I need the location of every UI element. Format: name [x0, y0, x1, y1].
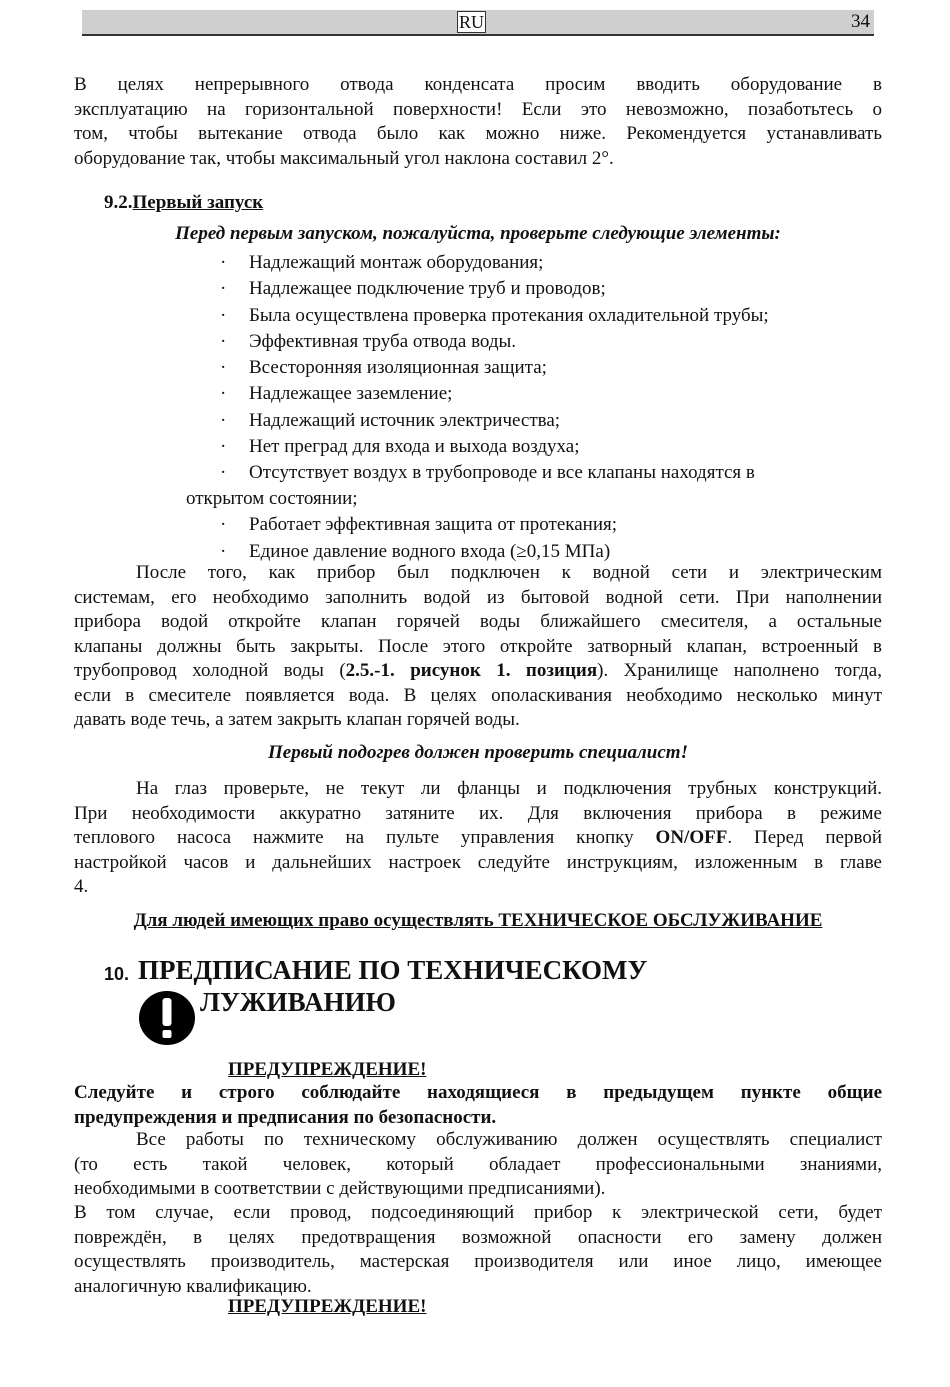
cable-paragraph [74, 1201, 882, 1299]
list-item: · Надлежащий монтаж оборудования; [186, 250, 866, 276]
text-line: давать воде течь, а затем закрыть клапан горячей воды. [74, 709, 520, 730]
heading-line: ПРЕДПИСАНИЕ ПО ТЕХНИЧЕСКОМУ [138, 955, 648, 985]
text-line: На глаз проверьте, не текут ли фланцы и подключения трубных конструкций. [136, 778, 882, 799]
text-line: После того, как прибор был подключен к водной сети и электрическим [136, 562, 882, 583]
text-line: При необходимости аккуратно затяните их. Для включения прибора в режиме [74, 802, 882, 824]
heading-line: ЛУЖИВАНИЮ [200, 987, 396, 1017]
bullet: · [220, 330, 227, 352]
section-number: 9.2. [104, 192, 133, 213]
text-line: (то есть такой человек, который обладает профессиональными знаниями, [74, 1153, 882, 1175]
intro-paragraph [74, 73, 882, 171]
list-item: · Всесторонняя изоляционная защита; [186, 355, 866, 381]
fill-instructions-paragraph [74, 561, 882, 733]
text-line: теплового насоса нажмите на пульте управления кнопку ON/OFF. Перед первой [74, 827, 882, 848]
bullet: · [220, 540, 227, 562]
list-item: · Единое давление водного входа (≥0,15 МПа) [186, 539, 866, 565]
section-heading-10 [138, 954, 758, 1018]
text-line: том, чтобы вытекание отвода было как можно ниже. Рекомендуется устанавливать [74, 123, 882, 144]
check-paragraph [74, 777, 882, 900]
text-line: оборудование так, чтобы максимальный угол наклона составил 2°. [74, 147, 614, 169]
page-header [82, 10, 874, 36]
warning-label-2: ПРЕДУПРЕЖДЕНИЕ! [228, 1296, 427, 1317]
bullet: · [220, 514, 227, 536]
text-line: эксплуатацию на горизонтальной поверхности! Если это невозможно, позаботьтесь о [74, 98, 882, 120]
bullet: · [220, 409, 227, 431]
text-line: клапаны должны быть закрыты. После этого откройте затворный клапан, встроенный в [74, 635, 882, 657]
bullet: · [220, 278, 227, 300]
first-heat-note: Первый подогрев должен проверить специалист! [268, 742, 688, 763]
warning-label: ПРЕДУПРЕЖДЕНИЕ! [228, 1059, 427, 1080]
bullet: · [220, 252, 227, 273]
on-off-label: ON/OFF [655, 827, 728, 848]
text-line: В целях непрерывного отвода конденсата просим вводить оборудование в [74, 74, 882, 95]
checklist-heading: Перед первым запуском, пожалуйста, проверьте следующие элементы: [175, 223, 781, 244]
figure-reference: 2.5.-1. рисунок 1. позиция [345, 660, 598, 681]
list-item: · Была осуществлена проверка протекания охладительной трубы; [186, 303, 866, 329]
list-item: · Надлежащее заземление; [186, 381, 866, 407]
safety-paragraph [74, 1081, 882, 1130]
section-heading-9-2 [104, 192, 263, 214]
exclamation-warning-icon [138, 990, 196, 1046]
text-line: настройкой часов и дальнейших настроек следуйте инструкциям, изложенным в главе [74, 851, 882, 873]
list-item: · Отсутствует воздух в трубопроводе и все клапаны находятся в открытом состоянии; [186, 462, 755, 510]
list-item: · Работает эффективная защита от протекания; [186, 512, 866, 538]
text-line: трубопровод холодной воды (2.5.-1. рисунок 1. позиция). Хранилище наполнено тогда, [74, 660, 882, 681]
language-tag: RU [459, 12, 485, 32]
text-line: 4. [74, 876, 89, 897]
checklist [186, 250, 866, 565]
bullet: · [220, 436, 227, 458]
list-item: · Надлежащее подключение труб и проводов; [186, 276, 866, 302]
text-line: предупреждения и предписания по безопасности. [74, 1106, 497, 1128]
specialist-paragraph [74, 1128, 882, 1202]
section-title: Первый запуск [132, 192, 264, 213]
text-line: Все работы по техническому обслуживанию должен осуществлять специалист [136, 1129, 882, 1150]
list-item: · Нет преград для входа и выхода воздуха; [186, 434, 866, 460]
text-line: В том случае, если провод, подсоединяющий прибор к электрической сети, будет [74, 1202, 882, 1223]
text-line: повреждён, в целях предотвращения возможной опасности его замену должен [74, 1226, 882, 1248]
text-line: прибора водой откройте клапан горячей воды ближайшего смесителя, а остальные [74, 611, 882, 632]
text-line: если в смесителе появляется вода. В целях ополаскивания необходимо несколько минут [74, 684, 882, 706]
section-number-10: 10. [104, 964, 130, 984]
text-line: аналогичную квалификацию. [74, 1275, 312, 1297]
bullet: · [220, 357, 227, 379]
bullet: · [220, 304, 227, 326]
text-line: осуществлять производитель, мастерская производителя или иное лицо, имеющее [74, 1251, 882, 1272]
page-number: 34 [851, 11, 870, 32]
text-line: системам, его необходимо заполнить водой из бытовой водной сети. При наполнении [74, 586, 882, 608]
text-line: необходимыми в соответствии с действующими предписаниями). [74, 1178, 606, 1199]
list-item: · Надлежащий источник электричества; [186, 408, 866, 434]
bullet: · [220, 462, 227, 484]
bullet: · [220, 383, 227, 405]
maintenance-note: Для людей имеющих право осуществлять ТЕХНИЧЕСКОЕ ОБСЛУЖИВАНИЕ [133, 910, 823, 931]
text-line: Следуйте и строго соблюдайте находящиеся в предыдущем пункте общие [74, 1082, 882, 1103]
list-item: · Эффективная труба отвода воды. [186, 329, 866, 355]
